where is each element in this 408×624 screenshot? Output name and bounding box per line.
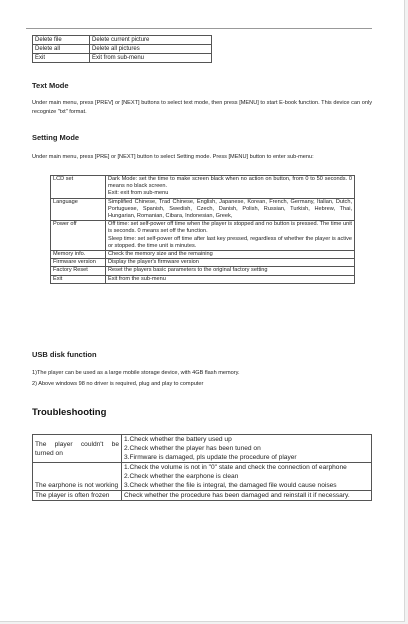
setting-desc: Off time: set self-power off time when the player is stopped and no button is pressed. The time unit is seconds. 0 means set off the function. Sleep time: set self-power off time after last key pressed, regardless of whether the player is active or stopped. the time unit is minutes. [106,221,355,251]
table-row [51,251,355,259]
solution-cell: 1.Check whether the battery used up 2.Check whether the player has been tuned on 3.Firmware is damaged, pls update the procedure of player [122,435,372,463]
setting-desc: Check the memory size and the remaining [106,251,355,259]
menu-item-desc: Delete current picture [90,36,212,45]
text-mode-body: Under main menu, press [PREV] or [NEXT] buttons to select text mode, then press [MENU] to start E-book function. This device can only recognize "txt" format. [32,100,372,115]
table-row [33,463,372,491]
table-row [51,259,355,267]
top-divider [26,28,372,29]
setting-item: Language [51,198,106,221]
troubleshooting-table [32,434,372,501]
table-row [51,267,355,275]
usb-line-2: 2) Above windows 98 no driver is required, plug and play to computer [32,381,204,387]
setting-item: Power off [51,221,106,251]
menu-item-desc: Delete all pictures [90,45,212,54]
table-row [51,275,355,283]
table-row [33,36,212,45]
menu-item: Delete all [33,45,90,54]
menu-item: Delete file [33,36,90,45]
setting-item: Exit [51,275,106,283]
setting-item: Memory info. [51,251,106,259]
picture-menu-table [32,35,212,63]
table-row [33,45,212,54]
settings-table [50,175,355,284]
table-row [51,198,355,221]
table-row [33,491,372,501]
setting-item: Factory Reset [51,267,106,275]
menu-item: Exit [33,54,90,63]
setting-desc: Display the player's firmware version [106,259,355,267]
table-row [51,221,355,251]
setting-mode-body: Under main menu, press [PRE] or [NEXT] button to select Setting mode. Press [MENU] button to enter sub-menu: [32,154,314,160]
usb-line-1: 1)The player can be used as a large mobile storage device, with 4GB flash memory. [32,370,240,376]
setting-item: LCD set [51,176,106,199]
problem-cell: The earphone is not working [33,463,122,491]
solution-cell: Check whether the procedure has been damaged and reinstall it if necessary. [122,491,372,501]
setting-mode-heading: Setting Mode [32,133,80,142]
menu-item-desc: Exit from sub-menu [90,54,212,63]
troubleshooting-heading: Troubleshooting [32,407,107,418]
usb-heading: USB disk function [32,350,97,359]
setting-desc: Simplified Chinese, Trad Chinese, English, Japanese, Korean, French, Germany, Italian, Dutch, Portuguese, Spanish, Swedish, Czech, Danish, Polish, Russian, Turkish, Hebrew, Thai, Hungarian, Romanian, Cibara, Indonesian, Greek, [106,198,355,221]
table-row [33,435,372,463]
setting-item: Firmware version [51,259,106,267]
problem-cell: The player is often frozen [33,491,122,501]
setting-desc: Dark Mode: set the time to make screen black when no action on button, from 0 to 50 seconds. 0 means no black screen. Exit: exit from sub-menu [106,176,355,199]
text-mode-heading: Text Mode [32,81,69,90]
setting-desc: Exit from the sub-menu [106,275,355,283]
problem-cell: The player couldn't be turned on [33,435,122,463]
table-row [33,54,212,63]
solution-cell: 1.Check the volume is not in "0" state and check the connection of earphone 2.Check whether the earphone is clean 3.Check whether the file is integral, the damaged file would cause noises [122,463,372,491]
table-row [51,176,355,199]
setting-desc: Reset the players basic parameters to the original factory setting [106,267,355,275]
